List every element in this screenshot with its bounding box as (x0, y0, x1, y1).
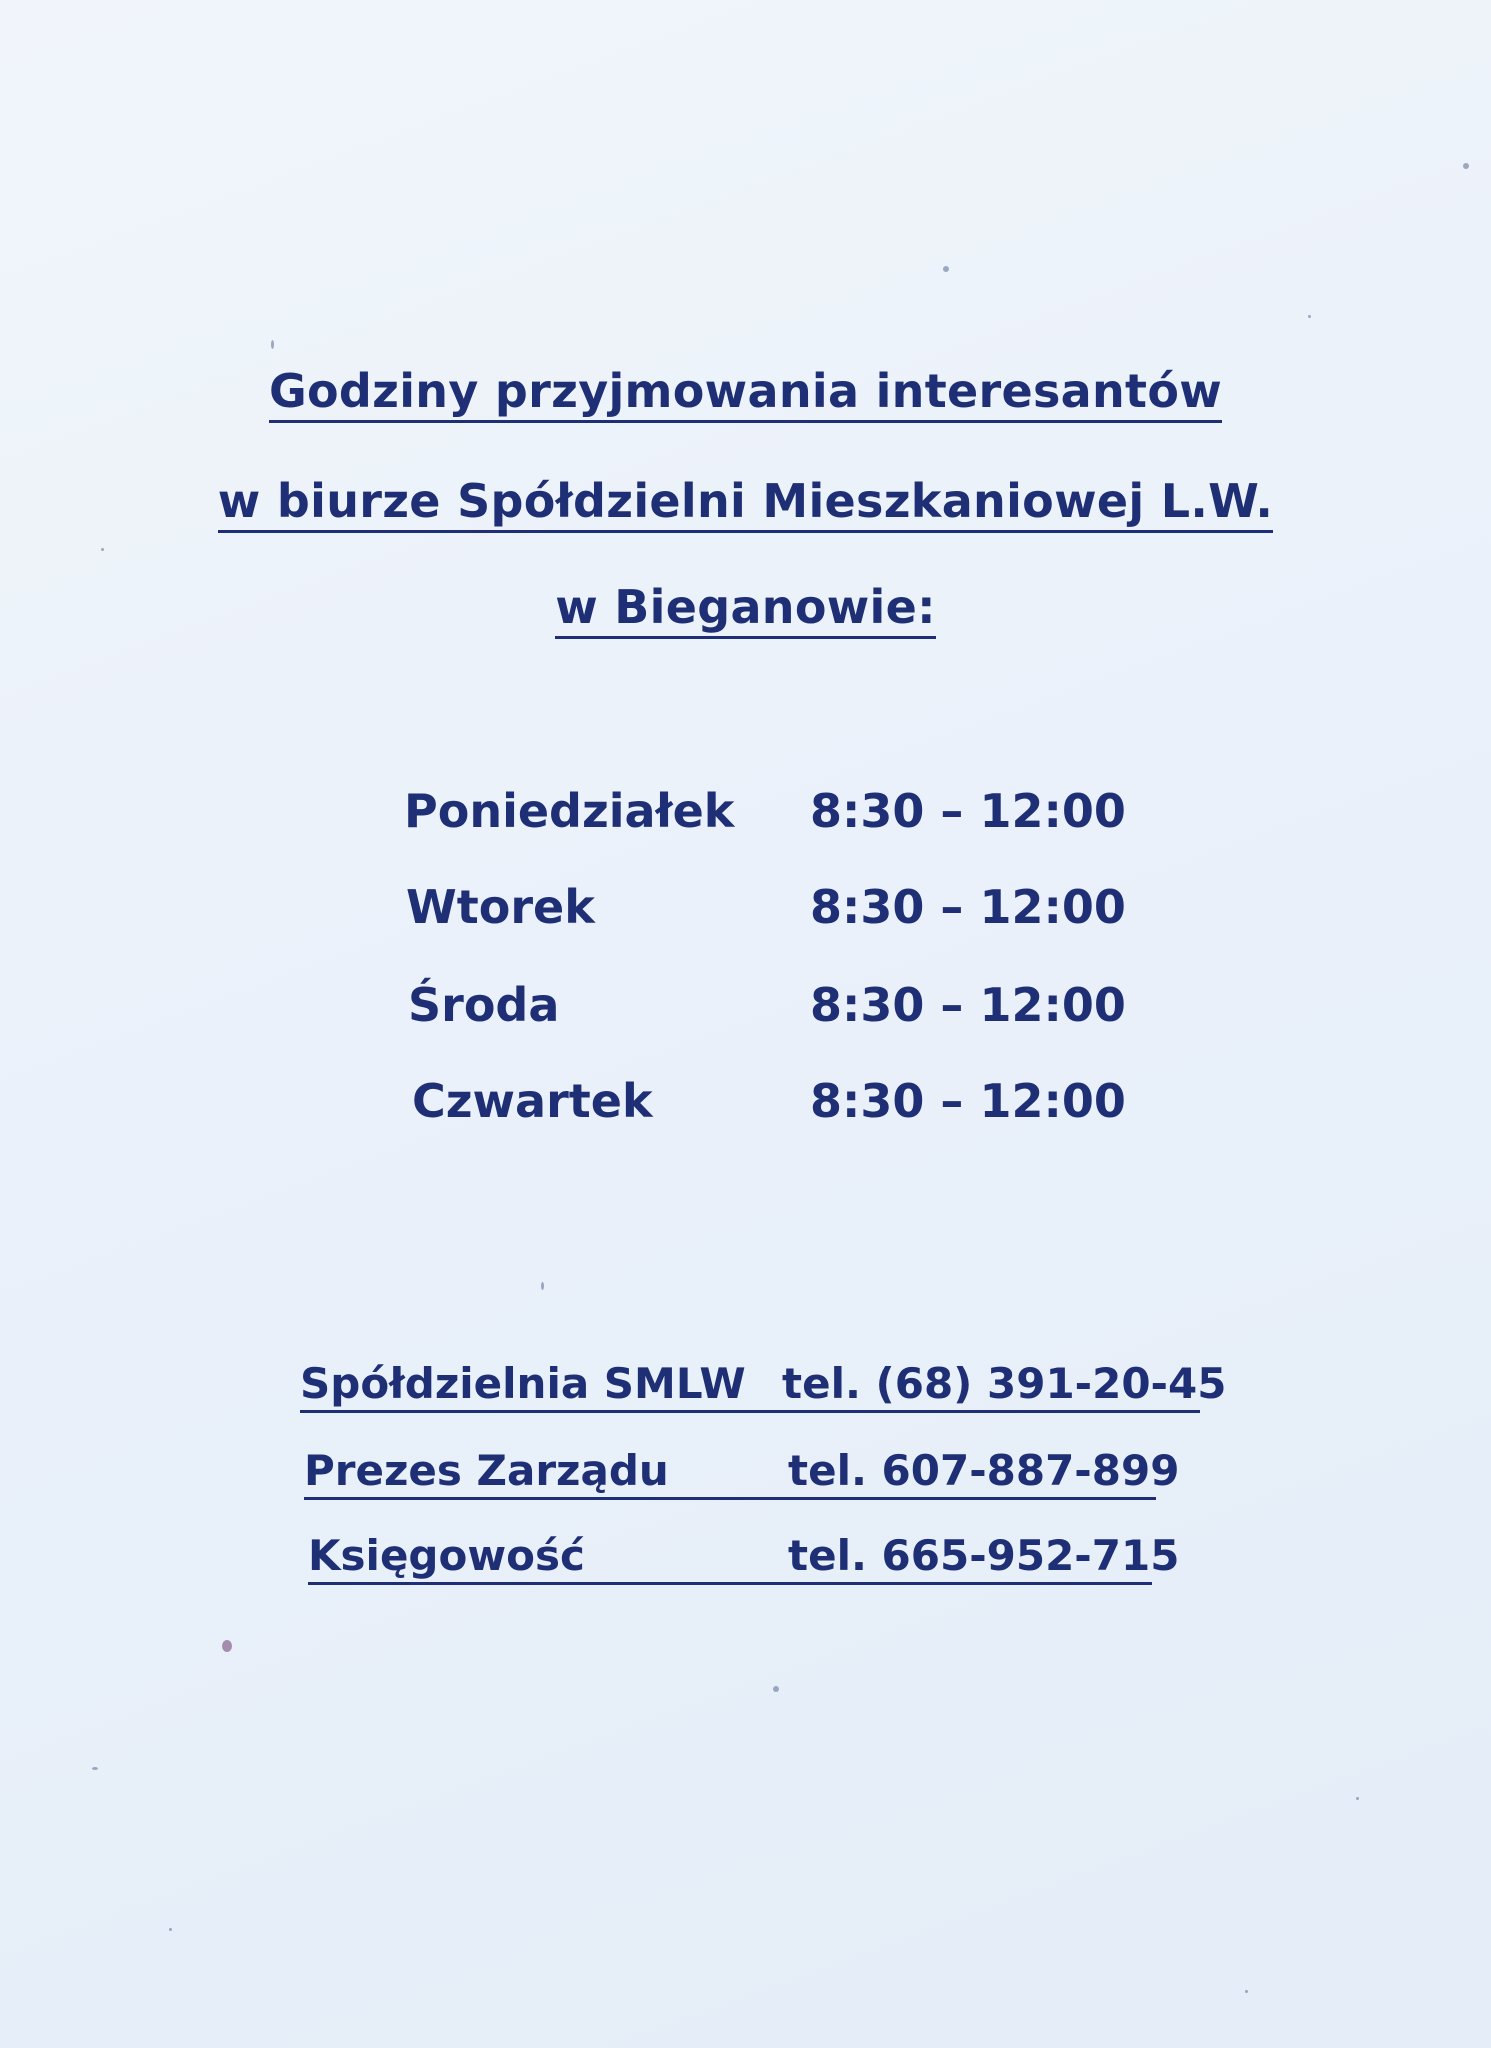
schedule-day: Środa (408, 978, 560, 1032)
title-line-1 (0, 364, 1491, 418)
schedule-hours: 8:30 – 12:00 (810, 1074, 1126, 1128)
schedule-hours: 8:30 – 12:00 (810, 784, 1126, 838)
paper-speck (1463, 163, 1469, 169)
contact-row (308, 1526, 1180, 1585)
schedule-hours: 8:30 – 12:00 (810, 978, 1126, 1032)
paper-speck (271, 340, 274, 349)
contact-phone: tel. 665-952-715 (788, 1531, 1180, 1580)
paper-speck (773, 1686, 779, 1692)
title-line-3-text: w Bieganowie: (555, 580, 936, 639)
paper-speck (222, 1640, 232, 1652)
contact-phone: tel. (68) 391-20-45 (782, 1359, 1227, 1408)
contact-name: Prezes Zarządu (304, 1446, 669, 1495)
contact-name: Księgowość (308, 1531, 585, 1580)
contact-row (300, 1354, 1227, 1413)
schedule-row (0, 880, 1491, 940)
title-line-3 (0, 580, 1491, 634)
paper-speck (541, 1282, 544, 1290)
title-line-1-text: Godziny przyjmowania interesantów (269, 364, 1222, 423)
paper-speck (1308, 315, 1311, 318)
schedule-row (0, 1074, 1491, 1134)
schedule-row (0, 784, 1491, 844)
paper-speck (1356, 1797, 1359, 1800)
paper-speck (101, 548, 104, 551)
contact-phone: tel. 607-887-899 (788, 1446, 1180, 1495)
schedule-hours: 8:30 – 12:00 (810, 880, 1126, 934)
contact-row (304, 1441, 1180, 1500)
schedule-day: Czwartek (412, 1074, 653, 1128)
paper-speck (1245, 1990, 1248, 1993)
title-line-2-text: w biurze Spółdzielni Mieszkaniowej L.W. (218, 474, 1273, 533)
schedule-day: Poniedziałek (404, 784, 735, 838)
contact-name: Spółdzielnia SMLW (300, 1359, 746, 1408)
paper-speck (92, 1767, 98, 1770)
title-line-2 (0, 474, 1491, 528)
schedule-day: Wtorek (406, 880, 595, 934)
paper-speck (169, 1928, 172, 1931)
paper-speck (943, 266, 949, 272)
schedule-row (0, 978, 1491, 1038)
